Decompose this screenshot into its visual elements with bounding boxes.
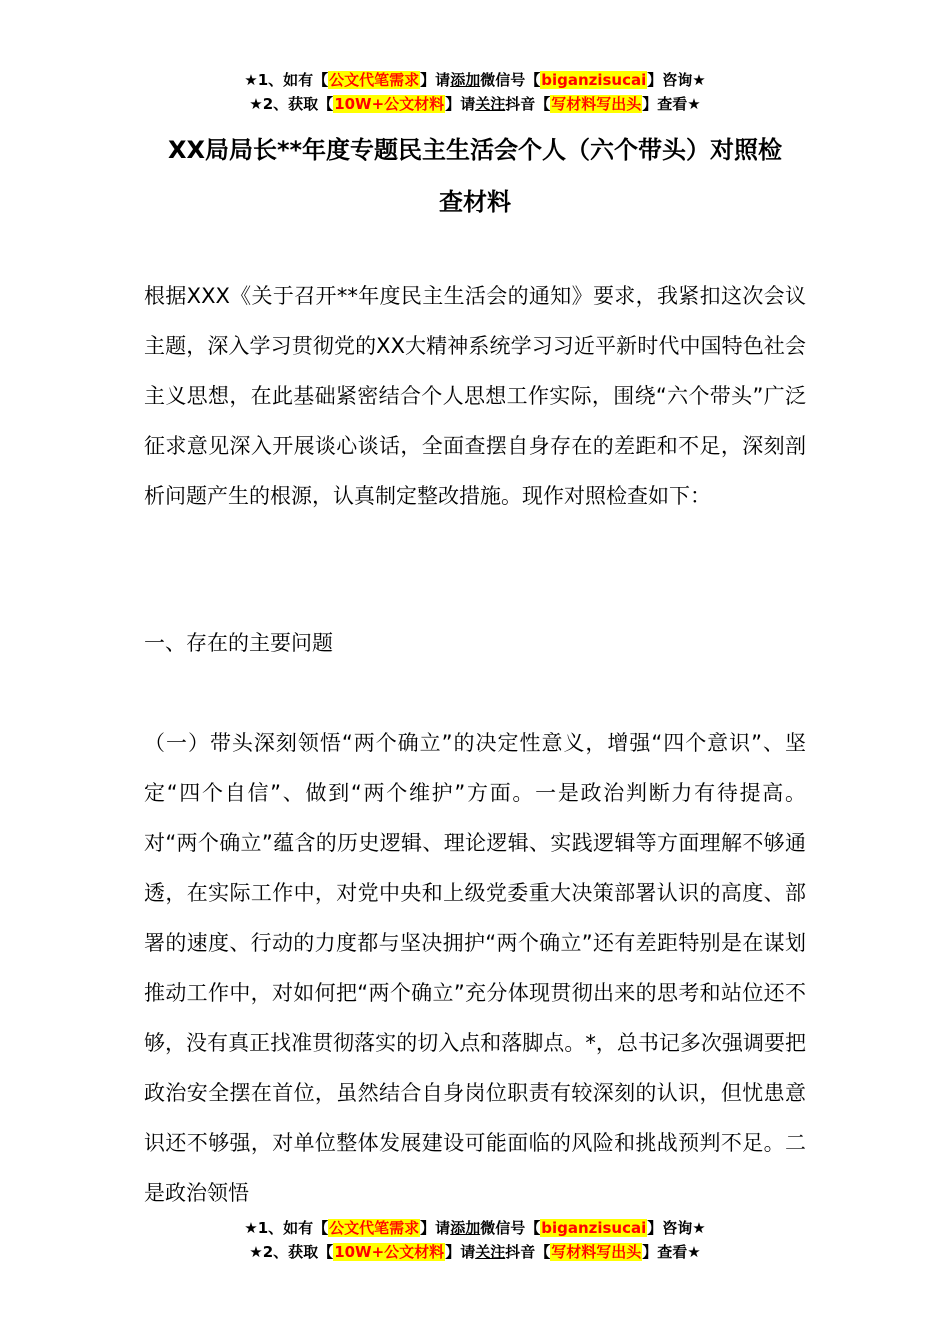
intro-paragraph: 根据XXX《关于召开**年度民主生活会的通知》要求，我紧扣这次会议主题，深入学习贯彻党的XX大精神系统学习习近平新时代中国特色社会主义思想，在此基础紧密结合个人思想工作实际，围绕“六个带头”广泛征求意见深入开展谈心谈话，全面查摆自身存在的差距和不足，深刻剖析问题产生的根源，认真制定整改措施。现作对照检查如下： bbox=[144, 284, 806, 508]
banner-line-1: ★1、如有【公文代笔需求】请添加微信号【biganzisucai】咨询★ bbox=[244, 1219, 706, 1237]
banner-underlined: 添加 bbox=[450, 71, 481, 89]
header-banner bbox=[0, 68, 950, 116]
banner-underlined: 关注 bbox=[475, 1243, 506, 1261]
banner-line-2: ★2、获取【10W+公文材料】请关注抖音【写材料写出头】查看★ bbox=[249, 95, 701, 113]
banner-underlined: 关注 bbox=[475, 95, 506, 113]
banner-underlined: 添加 bbox=[450, 1219, 481, 1237]
banner-line-2: ★2、获取【10W+公文材料】请关注抖音【写材料写出头】查看★ bbox=[249, 1243, 701, 1261]
banner-highlight: 写材料写出头 bbox=[551, 1243, 642, 1261]
banner-highlight: biganzisucai bbox=[541, 1219, 647, 1237]
section1-paragraph: （一）带头深刻领悟“两个确立”的决定性意义，增强“四个意识”、坚定“四个自信”、做到“两个维护”方面。一是政治判断力有待提高。对“两个确立”蕴含的历史逻辑、理论逻辑、实践逻辑等方面理解不够通透，在实际工作中，对党中央和上级党委重大决策部署认识的高度、部署的速度、行动的力度都与坚决拥护“两个确立”还有差距特别是在谋划推动工作中，对如何把“两个确立”充分体现贯彻出来的思考和站位还不够，没有真正找准贯彻落实的切入点和落脚点。*，总书记多次强调要把政治安全摆在首位，虽然结合自身岗位职责有较深刻的认识，但忧患意识还不够强，对单位整体发展建设可能面临的风险和挑战预判不足。二是政治领悟 bbox=[144, 731, 806, 1205]
banner-highlight: 公文代笔需求 bbox=[329, 1219, 420, 1237]
banner-highlight: biganzisucai bbox=[541, 71, 647, 89]
banner-highlight: 公文代笔需求 bbox=[329, 71, 420, 89]
footer-banner bbox=[0, 1216, 950, 1264]
banner-highlight: 10W+公文材料 bbox=[334, 1243, 445, 1261]
section-heading: 一、存在的主要问题 bbox=[144, 631, 333, 655]
document-title bbox=[145, 124, 805, 228]
banner-line-1: ★1、如有【公文代笔需求】请添加微信号【biganzisucai】咨询★ bbox=[244, 71, 706, 89]
title-line-2: 查材料 bbox=[439, 188, 511, 216]
banner-highlight: 写材料写出头 bbox=[551, 95, 642, 113]
banner-highlight: 10W+公文材料 bbox=[334, 95, 445, 113]
title-line-1: XX局局长**年度专题民主生活会个人（六个带头）对照检 bbox=[167, 136, 783, 164]
